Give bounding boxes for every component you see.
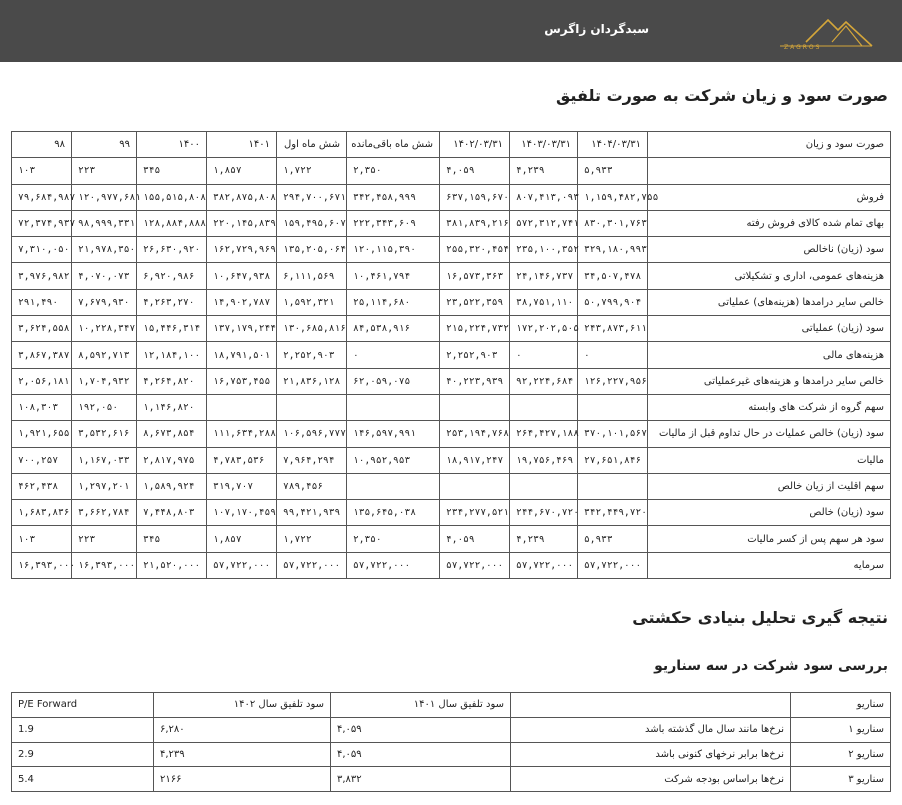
value-cell: ۱۲۰,۹۷۷,۶۸۱ [72,184,137,210]
row-label: هزینه‌های مالی [648,342,891,368]
value-cell: ۴,۲۶۳,۲۷۰ [137,289,207,315]
value-cell: ۲۱,۸۳۶,۱۲۸ [277,368,347,394]
eps-cell: ۱۰۳ [12,158,72,184]
value-cell [578,473,648,499]
value-cell: ۷,۶۷۹,۹۳۰ [72,289,137,315]
value-cell: ۲۲۳ [72,526,137,552]
row-label: سهم اقلیت از زیان خالص [648,473,891,499]
value-cell: ۱۰,۲۲۸,۳۴۷ [72,316,137,342]
value-cell: ۰ [578,342,648,368]
value-cell: ۲۱۵,۲۲۴,۷۳۲ [440,316,510,342]
value-cell: ۸,۶۷۳,۸۵۴ [137,421,207,447]
value-cell: ۱۳۵,۶۴۵,۰۳۸ [347,500,440,526]
value-cell: ۲۲۰,۱۴۵,۸۳۹ [207,210,277,236]
value-cell: ۱۳۵,۲۰۵,۰۶۴ [277,237,347,263]
value-cell: ۸۳۰,۳۰۱,۷۶۳ [578,210,648,236]
value-cell: ۱۳۷,۱۷۹,۲۴۴ [207,316,277,342]
zagros-logo[interactable] [776,12,876,52]
value-cell: ۱,۵۸۹,۹۲۴ [137,473,207,499]
value-cell: ۳۴۲,۴۴۹,۷۲۰ [578,500,648,526]
row-label: هزینه‌های عمومی، اداری و تشکیلاتی [648,263,891,289]
value-cell: ۲۲۲,۳۴۳,۶۰۹ [347,210,440,236]
value-cell: ۱۰۷,۱۷۰,۴۵۹ [207,500,277,526]
value-cell: ۳,۹۷۶,۹۸۲ [12,263,72,289]
value-cell: ۷۸۹,۴۵۶ [277,473,347,499]
eps-cell: ۱,۸۵۷ [207,158,277,184]
value-cell: ۱۲۸,۸۸۴,۸۸۸ [137,210,207,236]
table-row [12,184,891,210]
value-cell: ۰ [510,342,578,368]
value-cell: ۱,۷۲۲ [277,526,347,552]
value-cell: ۳,۵۳۲,۶۱۶ [72,421,137,447]
table-row [12,263,891,289]
value-cell: ۱۶,۳۹۳,۰۰۰ [12,552,72,578]
row-label: سود (زیان) عملیاتی [648,316,891,342]
value-cell: ۲۳,۵۲۲,۳۵۹ [440,289,510,315]
value-cell: ۲۴۴,۶۷۰,۷۲۰ [510,500,578,526]
value-cell: ۹۹,۴۲۱,۹۳۹ [277,500,347,526]
row-label: خالص سایر درامدها و هزینه‌های غیرعملیاتی [648,368,891,394]
value-cell: ۱,۶۸۳,۸۳۶ [12,500,72,526]
value-cell: ۰ [347,342,440,368]
scenario-description: نرخ‌ها برابر نرخهای کنونی باشد [511,742,791,767]
value-cell: ۱۲۶,۲۲۷,۹۵۶ [578,368,648,394]
value-cell: ۵۷,۷۲۲,۰۰۰ [510,552,578,578]
value-cell [347,394,440,420]
value-cell: ۹۸,۹۹۹,۳۳۱ [72,210,137,236]
value-cell: ۶۳۷,۱۵۹,۶۷۰ [440,184,510,210]
value-cell: ۴,۲۳۹ [510,526,578,552]
row-label: بهای تمام شده کالای فروش رفته [648,210,891,236]
value-cell: ۲,۲۵۲,۹۰۳ [277,342,347,368]
column-header: ۱۴۰۰ [137,132,207,158]
column-header: سود تلفیق سال ۱۴۰۱ [331,693,511,718]
column-header: P/E Forward [12,693,154,718]
value-cell: ۱۰۶,۵۹۶,۷۷۷ [277,421,347,447]
value-cell: ۴,۰۵۹ [331,717,511,742]
value-cell: ۱۷۲,۲۰۲,۵۰۵ [510,316,578,342]
value-cell [510,473,578,499]
column-header [511,693,791,718]
value-cell: ۵۷,۷۲۲,۰۰۰ [347,552,440,578]
row-label: سهم گروه از شرکت های وابسته [648,394,891,420]
column-header: ۹۹ [72,132,137,158]
eps-cell: ۴,۲۳۹ [510,158,578,184]
table-row [12,342,891,368]
row-label: خالص سایر درامدها (هزینه‌های) عملیاتی [648,289,891,315]
brand-name: سبدگردان زاگرس [544,22,649,36]
value-cell: ۱,۱۴۶,۸۲۰ [137,394,207,420]
table-row [12,316,891,342]
value-cell: 2.9 [12,742,154,767]
value-cell: ۴,۲۶۴,۸۲۰ [137,368,207,394]
table-row [12,552,891,578]
value-cell: ۱۹۲,۰۵۰ [72,394,137,420]
value-cell: ۲,۸۱۷,۹۷۵ [137,447,207,473]
value-cell: ۲۳۵,۱۰۰,۳۵۲ [510,237,578,263]
eps-cell [648,158,891,184]
value-cell: ۳۱۹,۷۰۷ [207,473,277,499]
value-cell: ۲,۲۵۲,۹۰۳ [440,342,510,368]
value-cell [440,394,510,420]
row-label: مالیات [648,447,891,473]
value-cell: ۱۵,۴۴۶,۳۱۴ [137,316,207,342]
table-row [12,421,891,447]
row-label: سود (زیان) خالص [648,500,891,526]
value-cell: ۱,۱۶۷,۰۳۳ [72,447,137,473]
eps-cell: ۳۴۵ [137,158,207,184]
value-cell: ۲۷,۶۵۱,۸۴۶ [578,447,648,473]
value-cell: ۲۱۶۶ [154,767,331,792]
scenario-name: سناریو ۳ [791,767,891,792]
value-cell: ۶,۱۱۱,۵۶۹ [277,263,347,289]
value-cell: ۷,۹۶۴,۲۹۴ [277,447,347,473]
value-cell: ۱۲,۱۸۴,۱۰۰ [137,342,207,368]
value-cell [510,394,578,420]
page-title: صورت سود و زیان شرکت به صورت تلفیق [555,86,888,105]
value-cell: ۲۵,۱۱۴,۶۸۰ [347,289,440,315]
value-cell: ۴,۰۵۹ [331,742,511,767]
table-row [12,717,891,742]
value-cell: ۷۹,۶۸۴,۹۸۷ [12,184,72,210]
value-cell: ۸,۵۹۲,۷۱۳ [72,342,137,368]
value-cell: ۸۴,۵۳۸,۹۱۶ [347,316,440,342]
table-header-row [12,132,891,158]
value-cell: ۴,۰۷۰,۰۷۳ [72,263,137,289]
table-row [12,526,891,552]
value-cell: ۷,۳۱۰,۰۵۰ [12,237,72,263]
eps-cell: ۵,۹۳۳ [578,158,648,184]
value-cell: ۱,۲۹۷,۲۰۱ [72,473,137,499]
table-row [12,368,891,394]
value-cell: ۲,۳۵۰ [347,526,440,552]
top-bar [0,0,902,62]
value-cell: ۵۷,۷۲۲,۰۰۰ [578,552,648,578]
value-cell [277,394,347,420]
value-cell: ۱۰,۴۶۱,۷۹۴ [347,263,440,289]
value-cell [207,394,277,420]
table-row [12,742,891,767]
value-cell: ۱۰,۶۴۷,۹۳۸ [207,263,277,289]
value-cell: ۷۲,۳۷۴,۹۳۷ [12,210,72,236]
scenario-description: نرخ‌ها براساس بودجه شرکت [511,767,791,792]
scenario-name: سناریو ۲ [791,742,891,767]
value-cell: ۵۷,۷۲۲,۰۰۰ [277,552,347,578]
value-cell: ۲۹۴,۷۰۰,۶۷۱ [277,184,347,210]
value-cell: ۱۶,۷۵۳,۴۵۵ [207,368,277,394]
scenario-table [11,692,891,792]
value-cell: ۱۵۵,۵۱۵,۸۰۸ [137,184,207,210]
value-cell: ۳۴۲,۴۵۸,۹۹۹ [347,184,440,210]
value-cell: ۱,۹۲۱,۶۵۵ [12,421,72,447]
value-cell: ۳۸۱,۸۳۹,۲۱۶ [440,210,510,236]
value-cell: ۱۶۲,۷۲۹,۹۶۹ [207,237,277,263]
value-cell: 1.9 [12,717,154,742]
value-cell: ۲۶,۶۳۰,۹۲۰ [137,237,207,263]
row-label: سود (زیان) خالص عملیات در حال تداوم قبل از مالیات [648,421,891,447]
value-cell: ۳,۸۳۲ [331,767,511,792]
value-cell [347,473,440,499]
value-cell: ۸۰۷,۴۱۳,۰۹۳ [510,184,578,210]
eps-cell: ۴,۰۵۹ [440,158,510,184]
column-header: صورت سود و زیان [648,132,891,158]
value-cell: ۵,۹۳۳ [578,526,648,552]
value-cell: ۱,۷۰۴,۹۳۲ [72,368,137,394]
scenario-name: سناریو ۱ [791,717,891,742]
value-cell: ۳۴۵ [137,526,207,552]
value-cell: ۱۰۸,۳۰۳ [12,394,72,420]
eps-header-row [12,158,891,184]
value-cell: ۱,۱۵۹,۴۸۲,۷۵۵ [578,184,648,210]
column-header: ۹۸ [12,132,72,158]
value-cell: ۲,۰۵۶,۱۸۱ [12,368,72,394]
value-cell: ۷,۴۴۸,۸۰۳ [137,500,207,526]
value-cell: ۵۷۲,۳۱۲,۷۴۱ [510,210,578,236]
column-header: سناریو [791,693,891,718]
value-cell: ۳۸,۷۵۱,۱۱۰ [510,289,578,315]
column-header: شش ماه باقی‌مانده [347,132,440,158]
value-cell: ۲۶۴,۴۲۷,۱۸۸ [510,421,578,447]
value-cell: ۳۲۹,۱۸۰,۹۹۳ [578,237,648,263]
column-header: شش ماه اول [277,132,347,158]
value-cell: ۳,۸۶۷,۳۸۷ [12,342,72,368]
value-cell: ۷۰۰,۲۵۷ [12,447,72,473]
row-label: سود هر سهم پس از کسر مالیات [648,526,891,552]
value-cell: ۱۱۱,۶۳۴,۲۸۸ [207,421,277,447]
value-cell: ۴,۲۳۹ [154,742,331,767]
value-cell: ۲۴۳,۸۷۳,۶۱۱ [578,316,648,342]
eps-cell: ۱,۷۲۲ [277,158,347,184]
value-cell: ۵۷,۷۲۲,۰۰۰ [207,552,277,578]
value-cell: ۶۲,۰۵۹,۰۷۵ [347,368,440,394]
value-cell: ۳۷۰,۱۰۱,۵۶۷ [578,421,648,447]
value-cell: ۲۱,۵۲۰,۰۰۰ [137,552,207,578]
eps-cell: ۲۲۳ [72,158,137,184]
row-label: سود (زیان) ناخالص [648,237,891,263]
value-cell: ۲۹۱,۴۹۰ [12,289,72,315]
value-cell: ۱۸,۷۹۱,۵۰۱ [207,342,277,368]
scenario-description: نرخ‌ها مانند سال مال گذشته باشد [511,717,791,742]
table-row [12,767,891,792]
value-cell: ۳,۶۲۴,۵۵۸ [12,316,72,342]
conclusion-title: نتیجه گیری تحلیل بنیادی حکشتی [632,608,888,627]
value-cell: ۴,۰۵۹ [440,526,510,552]
value-cell: ۲۳۴,۲۷۷,۵۲۱ [440,500,510,526]
column-header: ۱۴۰۴/۰۳/۳۱ [578,132,648,158]
value-cell: ۴,۷۸۳,۵۳۶ [207,447,277,473]
table-row [12,447,891,473]
eps-cell: ۲,۳۵۰ [347,158,440,184]
column-header: ۱۴۰۲/۰۳/۳۱ [440,132,510,158]
table-row [12,237,891,263]
row-label: فروش [648,184,891,210]
value-cell: ۳۸۲,۸۷۵,۸۰۸ [207,184,277,210]
value-cell: ۱۴۶,۵۹۷,۹۹۱ [347,421,440,447]
value-cell: ۳,۶۶۲,۷۸۴ [72,500,137,526]
value-cell: ۳۴,۵۰۷,۴۷۸ [578,263,648,289]
column-header: ۱۴۰۳/۰۳/۳۱ [510,132,578,158]
value-cell: ۶,۲۸۰ [154,717,331,742]
table-row [12,500,891,526]
table-row [12,289,891,315]
income-statement-table [11,131,891,579]
value-cell: ۱۰۳ [12,526,72,552]
value-cell: ۹۲,۲۲۴,۶۸۴ [510,368,578,394]
value-cell [578,394,648,420]
value-cell: ۱۵۹,۴۹۵,۶۰۷ [277,210,347,236]
value-cell: ۵۰,۷۹۹,۹۰۴ [578,289,648,315]
value-cell [440,473,510,499]
value-cell: ۱,۵۹۲,۳۲۱ [277,289,347,315]
value-cell: ۱۹,۷۵۶,۴۶۹ [510,447,578,473]
value-cell: ۲۱,۹۷۸,۳۵۰ [72,237,137,263]
value-cell: ۱۶,۵۷۳,۳۶۳ [440,263,510,289]
table-row [12,210,891,236]
value-cell: ۵۷,۷۲۲,۰۰۰ [440,552,510,578]
column-header: سود تلفیق سال ۱۴۰۲ [154,693,331,718]
value-cell: ۱۶,۳۹۳,۰۰۰ [72,552,137,578]
value-cell: ۲۴,۱۴۶,۷۳۷ [510,263,578,289]
value-cell: 5.4 [12,767,154,792]
value-cell: ۱۳۰,۶۸۵,۸۱۶ [277,316,347,342]
table-row [12,473,891,499]
table-row [12,394,891,420]
row-label: سرمایه [648,552,891,578]
logo-text: ZAGROS [784,44,822,51]
value-cell: ۶,۹۲۰,۹۸۶ [137,263,207,289]
scenario-title: بررسی سود شرکت در سه سناریو [654,658,888,674]
value-cell: ۱۰,۹۵۲,۹۵۳ [347,447,440,473]
value-cell: ۲۵۳,۱۹۴,۷۶۸ [440,421,510,447]
value-cell: ۱,۸۵۷ [207,526,277,552]
value-cell: ۱۴,۹۰۲,۷۸۷ [207,289,277,315]
value-cell: ۴۶۲,۴۳۸ [12,473,72,499]
value-cell: ۴۰,۲۲۳,۹۳۹ [440,368,510,394]
value-cell: ۲۵۵,۳۲۰,۴۵۴ [440,237,510,263]
value-cell: ۱۸,۹۱۷,۲۴۷ [440,447,510,473]
table-header-row [12,693,891,718]
column-header: ۱۴۰۱ [207,132,277,158]
value-cell: ۱۲۰,۱۱۵,۳۹۰ [347,237,440,263]
